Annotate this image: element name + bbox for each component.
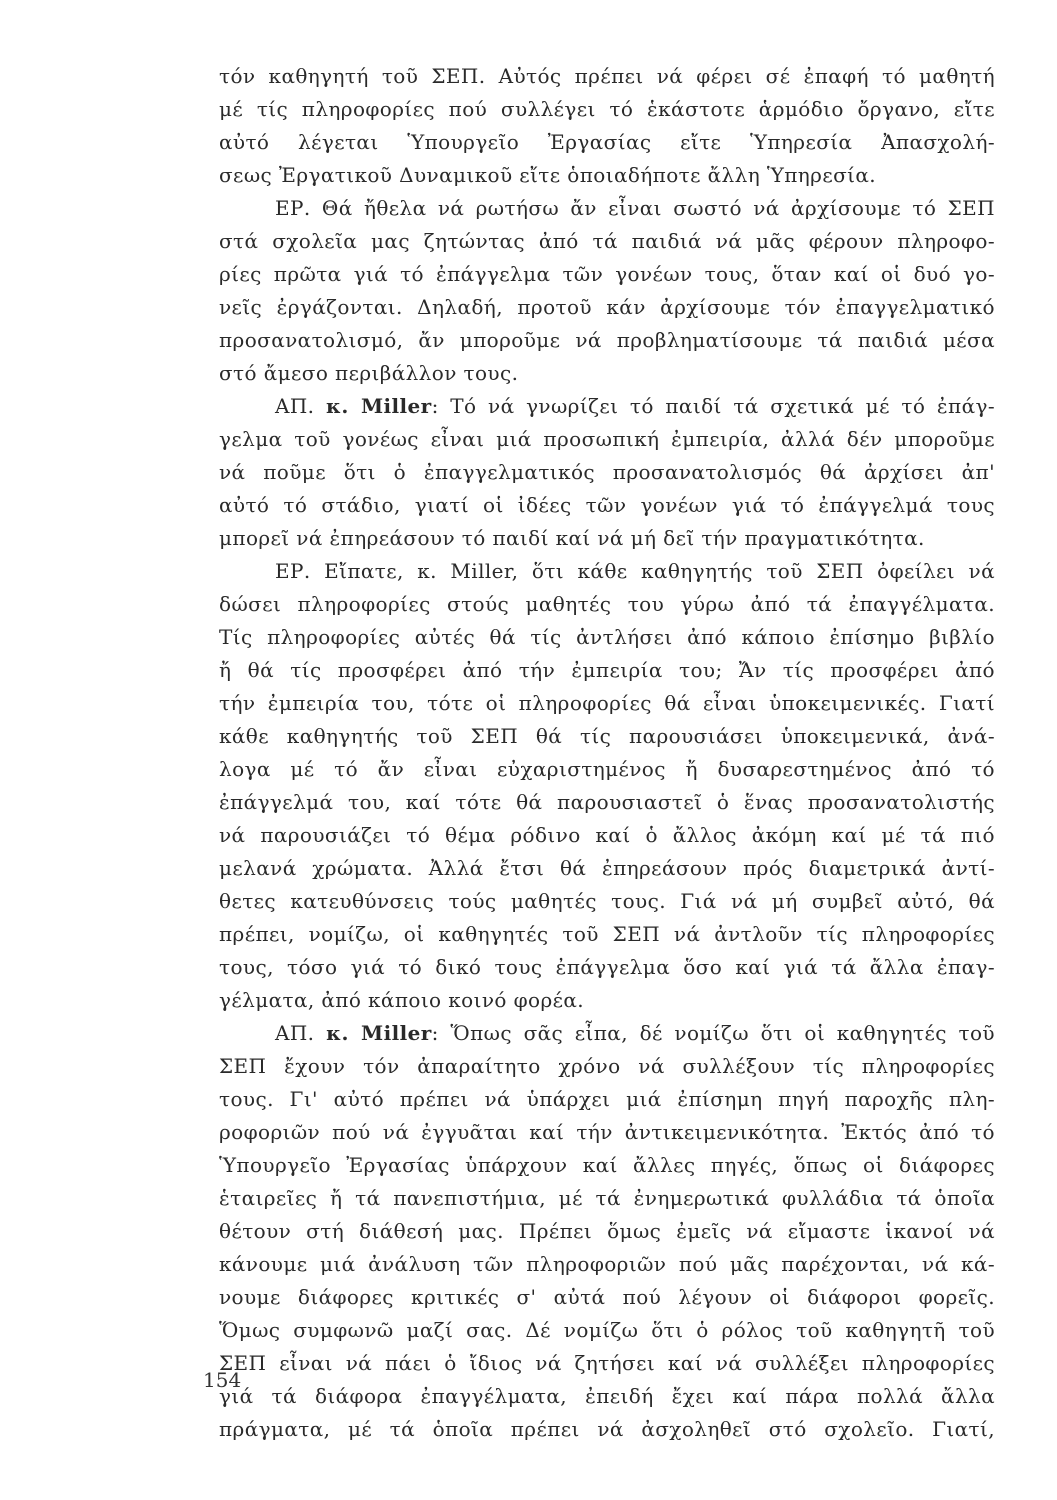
answer-line <box>219 1017 995 1050</box>
text-line: σεως Ἐργατικοῦ Δυναμικοῦ εἴτε ὁποιαδήποτε ἄλλη Ὑπηρεσία. <box>219 163 877 187</box>
text-line: ἐπάγγελμά του, καί τότε θά παρουσιαστεῖ ὁ ἕνας προσανατολιστής <box>219 790 995 814</box>
text-line: ροφοριῶν πού νά ἐγγυᾶται καί τήν ἀντικειμενικότητα. Ἐκτός ἀπό τό <box>219 1120 995 1144</box>
text-line: δώσει πληροφορίες στούς μαθητές του γύρω ἀπό τά ἐπαγγέλματα. <box>219 592 995 616</box>
text-line: γιά τά διάφορα ἐπαγγέλματα, ἐπειδή ἔχει καί πάρα πολλά ἄλλα <box>219 1384 995 1408</box>
text-line: αὐτό λέγεται Ὑπουργεῖο Ἐργασίας εἴτε Ὑπηρεσία Ἀπασχολή- <box>219 130 995 154</box>
text-line: νουμε διάφορες κριτικές σ' αὐτά πού λέγουν οἱ διάφοροι φορεῖς. <box>219 1285 995 1309</box>
speaker-prefix: ΑΠ. <box>275 394 315 418</box>
speaker-name: κ. Miller <box>326 394 432 418</box>
text-line: τήν ἐμπειρία του, τότε οἱ πληροφορίες θά εἶναι ὑποκειμενικές. Γιατί <box>219 691 995 715</box>
text-line: μπορεῖ νά ἐπηρεάσουν τό παιδί καί νά μή δεῖ τήν πραγματικότητα. <box>219 526 925 550</box>
body-text <box>219 60 995 1446</box>
speaker-prefix: ΑΠ. <box>275 1021 315 1045</box>
text-line: ἑταιρεῖες ἤ τά πανεπιστήμια, μέ τά ἐνημερωτικά φυλλάδια τά ὁποῖα <box>219 1186 995 1210</box>
text-line: πρέπει, νομίζω, οἱ καθηγητές τοῦ ΣΕΠ νά ἀντλοῦν τίς πληροφορίες <box>219 922 995 946</box>
answer-text: : Τό νά γνωρίζει τό παιδί τά σχετικά μέ τό ἐπάγ- <box>431 394 995 418</box>
text-line: τους. Γι' αὐτό πρέπει νά ὑπάρχει μιά ἐπίσημη πηγή παροχῆς πλη- <box>219 1087 995 1111</box>
text-line: τόν καθηγητή τοῦ ΣΕΠ. Αὐτός πρέπει νά φέρει σέ ἐπαφή τό μαθητή <box>219 64 995 88</box>
text-line: κάθε καθηγητής τοῦ ΣΕΠ θά τίς παρουσιάσει ὑποκειμενικά, ἀνά- <box>219 724 995 748</box>
text-line: ἤ θά τίς προσφέρει ἀπό τήν ἐμπειρία του; Ἄν τίς προσφέρει ἀπό <box>219 658 995 682</box>
text-line: ΣΕΠ ἔχουν τόν ἀπαραίτητο χρόνο νά συλλέξουν τίς πληροφορίες <box>219 1054 995 1078</box>
text-line: αὐτό τό στάδιο, γιατί οἱ ἰδέες τῶν γονέων γιά τό ἐπάγγελμά τους <box>219 493 995 517</box>
text-line: Ὑπουργεῖο Ἐργασίας ὑπάρχουν καί ἄλλες πηγές, ὅπως οἱ διάφορες <box>219 1153 995 1177</box>
text-line: λογα μέ τό ἄν εἶναι εὐχαριστημένος ἤ δυσαρεστημένος ἀπό τό <box>219 757 995 781</box>
text-line: στό ἄμεσο περιβάλλον τους. <box>219 361 519 385</box>
text-line: στά σχολεῖα μας ζητώντας ἀπό τά παιδιά νά μᾶς φέρουν πληροφο- <box>219 229 995 253</box>
text-line: μέ τίς πληροφορίες πού συλλέγει τό ἑκάστοτε ἁρμόδιο ὄργανο, εἴτε <box>219 97 995 121</box>
text-line: νεῖς ἐργάζονται. Δηλαδή, προτοῦ κάν ἀρχίσουμε τόν ἐπαγγελματικό <box>219 295 995 319</box>
text-line: γελμα τοῦ γονέως εἶναι μιά προσωπική ἐμπειρία, ἀλλά δέν μποροῦμε <box>219 427 995 451</box>
question-line: ΕΡ. Εἴπατε, κ. Miller, ὅτι κάθε καθηγητής τοῦ ΣΕΠ ὀφείλει νά <box>275 559 995 583</box>
text-line: ΣΕΠ εἶναι νά πάει ὁ ἴδιος νά ζητήσει καί νά συλλέξει πληροφορίες <box>219 1351 995 1375</box>
text-line: προσανατολισμό, ἄν μποροῦμε νά προβληματίσουμε τά παιδιά μέσα <box>219 328 995 352</box>
speaker-name: κ. Miller <box>326 1021 432 1045</box>
text-line: Ὅμως συμφωνῶ μαζί σας. Δέ νομίζω ὅτι ὁ ρόλος τοῦ καθηγητῆ τοῦ <box>219 1318 995 1342</box>
text-line: ρίες πρῶτα γιά τό ἐπάγγελμα τῶν γονέων τους, ὅταν καί οἱ δυό γο- <box>219 262 995 286</box>
answer-line <box>219 390 995 423</box>
text-line: νά ποῦμε ὅτι ὁ ἐπαγγελματικός προσανατολισμός θά ἀρχίσει ἀπ' <box>219 460 995 484</box>
text-line: τους, τόσο γιά τό δικό τους ἐπάγγελμα ὅσο καί γιά τά ἄλλα ἐπαγ- <box>219 955 995 979</box>
text-line: Τίς πληροφορίες αὐτές θά τίς ἀντλήσει ἀπό κάποιο ἐπίσημο βιβλίο <box>219 625 995 649</box>
answer-text: : Ὅπως σᾶς εἶπα, δέ νομίζω ὅτι οἱ καθηγητές τοῦ <box>431 1021 995 1045</box>
text-line: θέτουν στή διάθεσή μας. Πρέπει ὅμως ἐμεῖς νά εἴμαστε ἱκανοί νά <box>219 1219 995 1243</box>
text-line: μελανά χρώματα. Ἀλλά ἔτσι θά ἐπηρεάσουν πρός διαμετρικά ἀντί- <box>219 856 995 880</box>
text-line: πράγματα, μέ τά ὁποῖα πρέπει νά ἀσχοληθεῖ στό σχολεῖο. Γιατί, <box>219 1417 995 1441</box>
text-line: νά παρουσιάζει τό θέμα ρόδινο καί ὁ ἄλλος ἀκόμη καί μέ τά πιό <box>219 823 995 847</box>
page-number: 154 <box>203 1368 242 1392</box>
text-line: θετες κατευθύνσεις τούς μαθητές τους. Γιά νά μή συμβεῖ αὐτό, θά <box>219 889 995 913</box>
question-line: ΕΡ. Θά ἤθελα νά ρωτήσω ἄν εἶναι σωστό νά ἀρχίσουμε τό ΣΕΠ <box>275 196 995 220</box>
text-line: κάνουμε μιά ἀνάλυση τῶν πληροφοριῶν πού μᾶς παρέχονται, νά κά- <box>219 1252 995 1276</box>
text-line: γέλματα, ἀπό κάποιο κοινό φορέα. <box>219 988 585 1012</box>
